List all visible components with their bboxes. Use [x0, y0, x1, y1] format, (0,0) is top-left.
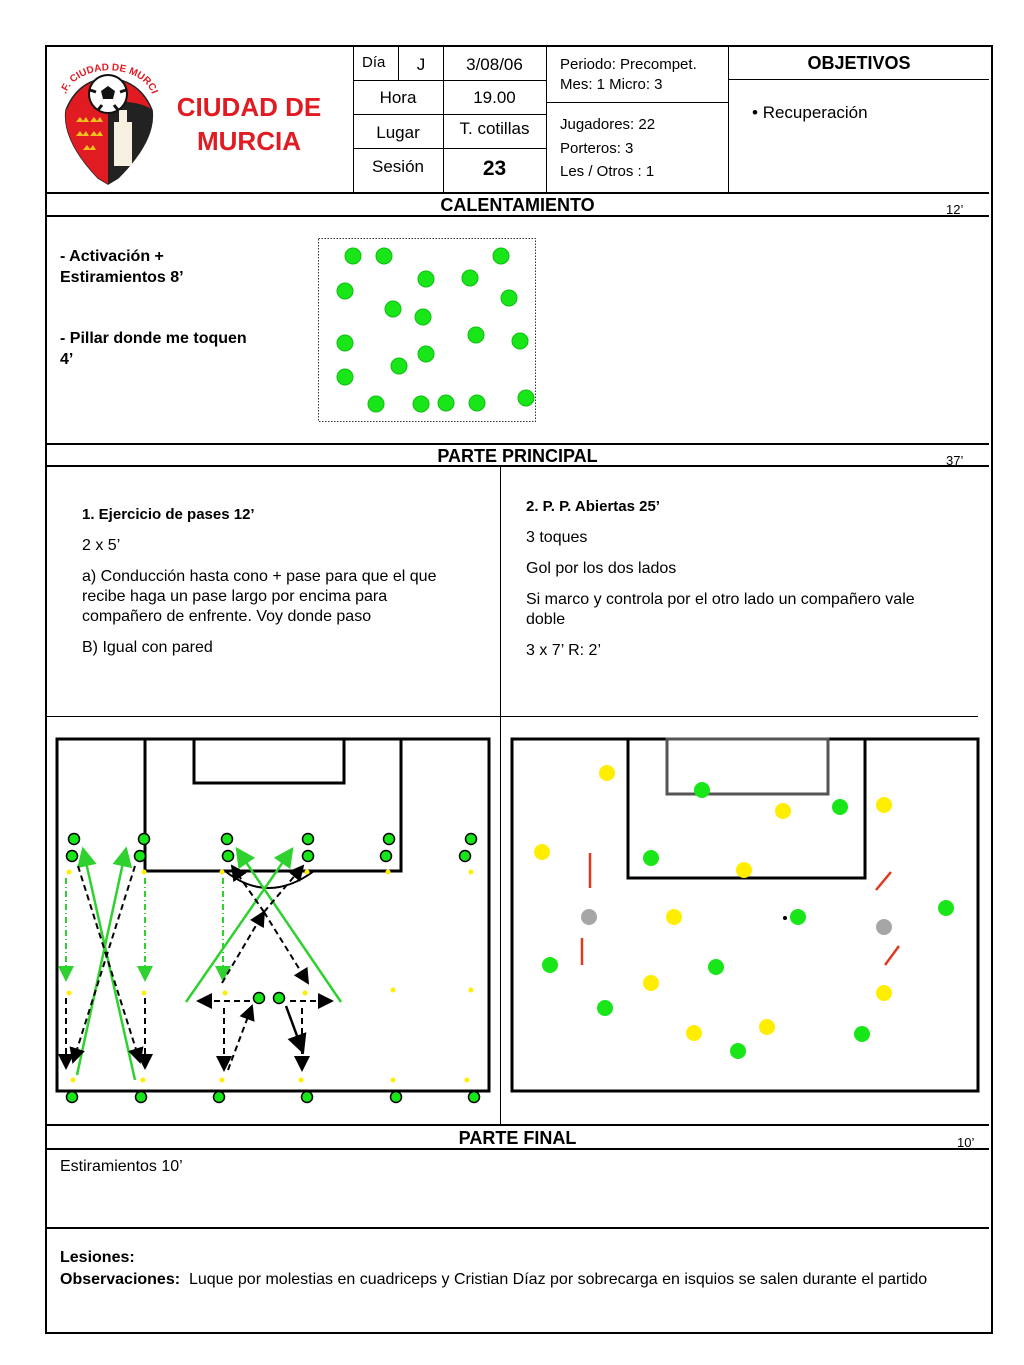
player-green — [222, 834, 233, 845]
cone — [391, 1078, 396, 1083]
player-green — [790, 909, 806, 925]
club-name-line1: CIUDAD DE — [176, 92, 322, 122]
player-yellow — [534, 844, 550, 860]
periodo: Periodo: Precompet. — [560, 56, 697, 73]
player-neutral — [876, 919, 892, 935]
cone — [469, 988, 474, 993]
ex2-line-3: Si marco y controla por el otro lado un compañero vale doble — [526, 591, 915, 628]
jugadores: Jugadores: 22 — [560, 116, 656, 133]
les-otros: Les / Otros : 1 — [560, 163, 655, 180]
player-yellow — [686, 1025, 702, 1041]
hora-value: 19.00 — [473, 88, 516, 107]
player-yellow — [759, 1019, 775, 1035]
player-neutral — [581, 909, 597, 925]
warmup-item-1: - Activación + — [60, 248, 164, 265]
calentamiento-duration: 12’ — [946, 202, 964, 217]
session-date: 3/08/06 — [466, 55, 523, 74]
cone — [67, 991, 72, 996]
run-arrow — [73, 866, 135, 1062]
sesion-number: 23 — [482, 157, 507, 180]
cone — [67, 870, 72, 875]
cone — [141, 1078, 146, 1083]
warmup-item-2-cont: 4’ — [60, 351, 74, 368]
player-yellow — [876, 797, 892, 813]
player-green — [708, 959, 724, 975]
cone — [220, 870, 225, 875]
dia-label: Día — [362, 54, 386, 71]
final-title: PARTE FINAL — [458, 1128, 577, 1148]
cone — [303, 991, 308, 996]
warmup-item-2: - Pillar donde me toquen — [60, 330, 247, 347]
final-duration: 10’ — [957, 1135, 975, 1150]
player-green — [302, 1092, 313, 1103]
porteros: Porteros: 3 — [560, 140, 634, 157]
final-text: Estiramientos 10’ — [60, 1158, 183, 1175]
dia-value: J — [416, 55, 426, 74]
cone — [142, 991, 147, 996]
player-green — [384, 834, 395, 845]
run-arrow — [232, 866, 264, 912]
player-green — [303, 851, 314, 862]
pass-arrow-solid — [286, 1006, 303, 1052]
player-green — [381, 851, 392, 862]
player-green — [135, 851, 146, 862]
player-green — [254, 993, 265, 1004]
cone — [391, 988, 396, 993]
player-green — [139, 834, 150, 845]
mini-goal-cone — [876, 872, 891, 890]
observaciones-text: Luque por molestias en cuadriceps y Cristian Díaz por sobrecarga en isquios se salen durante el partido — [188, 1271, 928, 1288]
player-green — [67, 851, 78, 862]
player-green — [832, 799, 848, 815]
principal-title: PARTE PRINCIPAL — [437, 446, 598, 466]
cone — [386, 870, 391, 875]
objetivo-item: Recuperación — [762, 103, 868, 122]
player-green — [391, 1092, 402, 1103]
goal-area — [667, 739, 828, 794]
player-green — [214, 1092, 225, 1103]
ex1-sets: 2 x 5’ — [82, 537, 121, 554]
goal-area — [194, 739, 344, 783]
pitch-outline — [57, 739, 489, 1091]
run-arrow — [228, 1006, 252, 1070]
observaciones — [60, 1269, 960, 1290]
player-green — [643, 850, 659, 866]
hora-label: Hora — [379, 88, 417, 107]
player-yellow — [666, 909, 682, 925]
player-green — [136, 1092, 147, 1103]
principal-duration: 37’ — [946, 453, 964, 468]
player-green — [69, 834, 80, 845]
player-yellow — [643, 975, 659, 991]
player-yellow — [736, 862, 752, 878]
mini-goal-cone — [885, 946, 899, 965]
player-green — [469, 1092, 480, 1103]
ex2-line-2: Gol por los dos lados — [526, 560, 677, 577]
player-green — [303, 834, 314, 845]
player-green — [938, 900, 954, 916]
cone — [142, 870, 147, 875]
cone — [223, 991, 228, 996]
cone — [469, 870, 474, 875]
pass-arrow — [77, 849, 126, 1075]
lesiones-label: Lesiones: — [60, 1249, 135, 1266]
ex2-line-1: 3 toques — [526, 529, 588, 546]
penalty-area — [145, 739, 401, 871]
cone — [305, 870, 310, 875]
mes-micro: Mes: 1 Micro: 3 — [560, 76, 663, 93]
warmup-item-1-cont: Estiramientos 8’ — [60, 269, 184, 286]
sesion-label: Sesión — [372, 157, 424, 176]
ex1-description-b: B) Igual con pared — [82, 639, 213, 656]
center-spot — [783, 916, 787, 920]
player-green — [67, 1092, 78, 1103]
player-yellow — [599, 765, 615, 781]
observaciones-label: Observaciones: — [60, 1271, 181, 1288]
player-green — [466, 834, 477, 845]
lugar-value: T. cotillas — [459, 119, 530, 138]
svg-text:C.F. CIUDAD DE MURCIA: C.F. CIUDAD DE MURCIA — [54, 52, 160, 96]
run-arrow — [222, 912, 264, 983]
calentamiento-title: CALENTAMIENTO — [440, 195, 595, 215]
cone — [299, 1078, 304, 1083]
player-yellow — [876, 985, 892, 1001]
bullet-icon: • — [752, 103, 758, 122]
player-green — [274, 993, 285, 1004]
cone — [220, 1078, 225, 1083]
ex1-title: 1. Ejercicio de pases 12’ — [82, 506, 255, 523]
player-green — [730, 1043, 746, 1059]
player-green — [694, 782, 710, 798]
cone — [465, 1078, 470, 1083]
player-green — [854, 1026, 870, 1042]
player-green — [542, 957, 558, 973]
ex1-description-a: a) Conducción hasta cono + pase para que el que recibe haga un pase largo por encima para compañero de enfrente. Voy donde paso — [82, 568, 437, 625]
lugar-label: Lugar — [376, 123, 420, 142]
player-green — [597, 1000, 613, 1016]
club-name-line2: MURCIA — [197, 126, 301, 156]
objetivos-title: OBJETIVOS — [807, 53, 911, 73]
player-green — [223, 851, 234, 862]
cone — [71, 1078, 76, 1083]
ex2-line-4: 3 x 7’ R: 2’ — [526, 642, 601, 659]
player-green — [460, 851, 471, 862]
ex2-title: 2. P. P. Abiertas 25’ — [526, 498, 660, 515]
player-yellow — [775, 803, 791, 819]
